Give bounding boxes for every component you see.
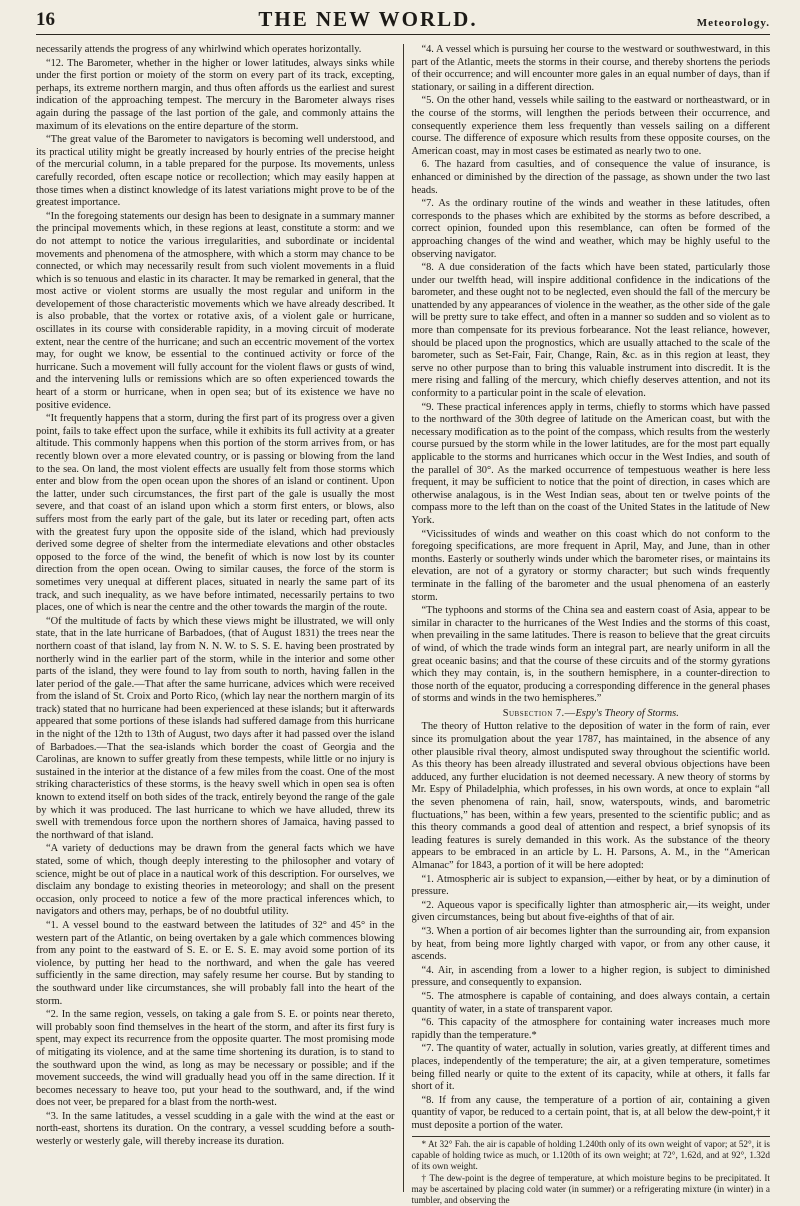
paragraph: “12. The Barometer, whether in the higher or lower latitudes, always sinks while under the first portion or moiety of the storm on every part of its track, excepting, perhaps, its extreme northern margin, and thus often affords us the earliest and surest indication of the approaching tempest. The mercury in the Barometer always rises again during the passage of the last portion of the gale, and commonly attains the maximum of its elevations on the entire departure of the storm. bbox=[36, 57, 395, 132]
column-divider bbox=[403, 44, 404, 1192]
section-name: Meteorology. bbox=[696, 17, 770, 29]
paragraph: “7. The quantity of water, actually in solution, varies greatly, at different times and places, independently of the temperature; the air, at a given temperature, sometimes being filled nearly or quite to the extent of its capacity, while at others, it falls far short of it. bbox=[411, 1043, 770, 1093]
running-title: THE NEW WORLD. bbox=[258, 7, 478, 31]
paragraph: “The great value of the Barometer to navigators is becoming well understood, and its practical utility might be greatly increased by hourly entries of the precise height of the mercurial column, in a table prepared for the purpose. Its movements, unless carefully recorded, often escape notice or recollection; which may easily happen at those times when a distinct knowledge of its latest variations might prove to be of the greatest importance. bbox=[36, 134, 395, 209]
paragraph: “The typhoons and storms of the China sea and eastern coast of Asia, appear to be similar in character to the hurricanes of the West Indies and the storms of this coast, when prevailing in the same latitudes. There is reason to believe that the great circuits of wind, of which the trade winds form an integral part, are nearly uniform in all the great oceanic basins; and that the course of these circuits and of the stormy gyrations which they may contain, is, in the southern hemisphere, in a counter-direction to those north of the equator, producing a corresponding difference in the general phases of storms and winds in the two hemispheres.” bbox=[411, 605, 770, 705]
paragraph: “3. When a portion of air becomes lighter than the surrounding air, from expansion by heat, from being more lightly charged with vapor, or from any other cause, it ascends. bbox=[411, 925, 770, 963]
subsection-title: Espy's Theory of Storms. bbox=[575, 707, 679, 719]
page-header bbox=[36, 6, 770, 35]
left-column bbox=[36, 44, 395, 1192]
subsection-label: Subsection 7.— bbox=[502, 707, 576, 719]
paragraph: “Of the multitude of facts by which these views might be illustrated, we will only state, that in the late hurricane of Barbadoes, (that of August 1831) the trees near the northern coast of that island, lay from N. N. W. to S. S. E. having been prostrated by northerly wind in the earlier part of the storm, while in the interior and some other parts of the island, they were found to lay from south to north, having fallen in the later period of the gale.—That after the same hurricane, advices which were received from the island of St. Croix and Porto Rico, (which lay near the northern margin of its track) stated that no hurricane had been experienced at these islands; but it afterwards appeared that some portions of these islands had suffered damage from this hurricane in the night of the 12th to 13th of August, two days after it had passed over the island of Barbadoes.—That the sea-islands which border the coast of Georgia and the Carolinas, are known to suffer greatly from these tempests, while little or no injury is sustained in the interior at the distance of a few miles from the coast. One of the most striking characteristics of these storms, is the heavy swell which in open sea is often known to extend itself on both sides of the track, entirely beyond the range of the gale by which it was produced. The last hurricane to which we have alluded, threw its swell with tremendous force upon the northern shores of Jamaica, having passed to the northward of that island. bbox=[36, 615, 395, 841]
page-number: 16 bbox=[36, 9, 55, 30]
paragraph: “8. A due consideration of the facts which have been stated, particularly those under our twelfth head, will inspire additional confidence in the indications of the barometer, and these ought not to be neglected, even should the fall of the mercury be unattended by any appearances of violence in the weather, as the other side of the gale will be pretty sure to take effect, and often in a manner so sudden and so violent as to more than compensate for its previous forbearance. Not the least reliance, however, should be placed upon the prognostics, which are usually attached to the scale of the barometer, such as Set-Fair, Fair, Change, Rain, &c. as in this region at least, they serve no other purpose than to bring this valuable instrument into discredit. It is the mere rising and falling of the mercury, which chiefly deserves attention, and not its conformity to a particular point in the scale of elevation. bbox=[411, 262, 770, 400]
paragraph: “9. These practical inferences apply in terms, chiefly to storms which have passed to the northward of the 30th degree of latitude on the American coast, but with the necessary modification as to the point of the compass, which results from the westerly course pursued by the storm while in the lower latitudes, are for the most part equally applicable to the storms and hurricanes which occur in the West Indies, and south of the parallel of 30°. As the marked occurrence of tempestuous weather is here less frequent, it may be sufficient to notice that the point of direction, in cases which are otherwise analagous, is in the West Indian seas, about ten or twelve points of the compass more to the left than on the coast of the United States in the latitude of New York. bbox=[411, 401, 770, 526]
paragraph: “4. A vessel which is pursuing her course to the westward or southwestward, in this part of the Atlantic, meets the storms in their course, and thereby shortens the periods of their occurrence; and will encounter more gales in an equal number of days, than if stationary, or sailing in a different direction. bbox=[411, 44, 770, 93]
paragraph: “6. This capacity of the atmosphere for containing water increases much more rapidly than the temperature.* bbox=[411, 1017, 770, 1041]
subsection-heading bbox=[412, 708, 771, 721]
paragraph: “1. A vessel bound to the eastward between the latitudes of 32° and 45° in the western part of the Atlantic, on being overtaken by a gale which commences blowing from any point to the eastward of S. E. or E. S. E. may avoid some portion of its violence, by putting her head to the northward, and when the gale has veered sufficiently in the same direction, may safely resume her course. But by standing to the southward under like circumstances, she will probably fall into the heart of the storm. bbox=[36, 919, 395, 1007]
footnote: † The dew-point is the degree of temperature, at which moisture begins to be precipitated. It may be ascertained by placing cold water (in summer) or a refrigerating mixture (in winter) in a tumbler, and observing the bbox=[411, 1173, 770, 1206]
text-columns bbox=[36, 44, 770, 1206]
paragraph: necessarily attends the progress of any whirlwind which operates horizontally. bbox=[36, 44, 362, 55]
paragraph: 6. The hazard from casulties, and of consequence the value of insurance, is enhanced or diminished by the direction of the passage, as shown under the two last heads. bbox=[411, 159, 770, 196]
paragraph: “2. In the same region, vessels, on taking a gale from S. E. or points near thereto, will probably soon find themselves in the heart of the storm, and after its first fury is spent, may expect its recurrence from the opposite quarter. The most promising mode of mitigating its violence, and at the same time shortening its duration, is to stand to the southward upon the wind, as long as may be necessary or possible; and if the movement succeeds, the wind will gradually head you off in the same direction. If it becomes necessary to heave too, put your head to the southward, and, if the wind does not veer, be prepared for a blast from the north-west. bbox=[36, 1009, 395, 1109]
footnote: * At 32° Fah. the air is capable of holding 1.240th only of its own weight of vapor; at 52°, it is capable of holding twice as much, or 1.120th of its own weight; at 72°, 1.62d, and at 92°, 1.32d of its own weight. bbox=[411, 1139, 770, 1172]
paragraph: The theory of Hutton relative to the deposition of water in the form of rain, ever since its promulgation about the year 1787, has maintained, in the absence of any other plausible rival theory, almost undisputed sway throughout the scientific world. As this theory has been already illustrated and several obvious objections have been adduced, any further elucidation is not deemed necessary. A new theory of storms by Mr. Espy of Philadelphia, which professes, in his own words, at once to explain “all the seven phenomena of rain, hail, snow, waterspouts, winds, and barometric fluctuations,” has been, within a few years, presented to the scientific public; and as this theory commands a good deal of attention and respect, a brief synopsis of its leading features is surely demanded in this work. As the substance of the theory appears to be embraced in an article by L. H. Parsons, A. M., in the “American Almanac” for 1843, a portion of it will be here adopted: bbox=[411, 721, 770, 871]
paragraph: “It frequently happens that a storm, during the first part of its progress over a given point, fails to take effect upon the surface, while it exhibits its full activity at a greater altitude. This commonly happens when this portion of the storm arrives from, or has recently blown over a more elevated country, or is passing or blowing from the land to the sea. On land, the most violent effects are usually felt from those storms which enter and blow from the open ocean upon the shores of an island or continent. Upon the latter, under such circumstances, the first part of the gale is usually the most severe, and that coast of an island upon which a storm first enters, or blows, also suffers most from the early part of the gale, but its later or receding part, often acts with the greatest fury upon the opposite side of the island, which had previously derived some degree of shelter from the intermediate elevations and other obstacles opposed to the force of the wind, the benefit of which is now lost by its counter direction from the open ocean. Owing to similar causes, the force of the storm is sometimes very unequal at different places, situated in nearly the same part of its track, and such inequality, as we have before intimated, necessarily pertains to two places, one of which is near the centre and the other towards the margin of the route. bbox=[36, 413, 395, 614]
paragraph: “Vicissitudes of winds and weather on this coast which do not conform to the foregoing specifications, are more frequent in April, May, and June, than in other months. Easterly or southerly winds under which the barometer rises, or maintains its elevation, are not of a gyratory or stormy character; but such winds frequently terminate in the falling of the barometer and the usual phenomena of an easterly storm. bbox=[411, 528, 770, 603]
paragraph: “In the foregoing statements our design has been to designate in a summary manner the principal movements which, in these regions at least, constitute a storm: and we do not attempt to notice the various irregularities, and subordinate or incidental movements and phenomena of the atmosphere, with which a storm may chance to be connected, or which may necessarily result from such violent movements in a fluid which is so tenuous and elastic in its character. It may be remarked in general, that the most active or violent storms are usually the most regular and uniform in the developement of those characteristic movements which we have already described. It is also probable, that the vortex or rotative axis, of a violent gale or hurricane, oscillates in its course with considerable rapidity, in a moving circuit of moderate extent, near the centre of the hurricane; and such an eccentric movement of the vortex may, for ought we know, be essential to the continued activity or force of the hurricane. Such a movement will fully account for the violent flaws or gusts of wind, and the intervening lulls or remissions which are so often experienced towards the heart of a storm or hurricane, when in open sea; but of its existence we have no positive evidence. bbox=[36, 210, 395, 411]
paragraph: “A variety of deductions may be drawn from the general facts which we have stated, some of which, though deeply interesting to the philosopher and votary of science, might be out of place in a nautical work of this description. For ourselves, we disclaim any bondage to existing theories in meteorology; and shall on the present occasion, only proceed to notice a few of the more practical inferences which, to navigators and others may, perhaps, be of no doubtful utility. bbox=[36, 843, 395, 918]
paragraph: “4. Air, in ascending from a lower to a higher region, is subject to diminished pressure, and consequently to expansion. bbox=[411, 964, 770, 989]
paragraph: “2. Aqueous vapor is specifically lighter than atmospheric air,—its weight, under given circumstances, being but about five-eighths of that of air. bbox=[411, 899, 770, 924]
footnotes bbox=[412, 1136, 771, 1206]
paragraph: “8. If from any cause, the temperature of a portion of air, containing a given quantity of vapor, be reduced to a certain point, that is, at all below the dew-point,† it must deposite a portion of the water. bbox=[411, 1094, 770, 1131]
paragraph: “5. The atmosphere is capable of containing, and does always contain, a certain quantity of water, in a state of transparent vapor. bbox=[411, 990, 770, 1015]
right-column-body bbox=[412, 44, 771, 1132]
paragraph: “1. Atmospheric air is subject to expansion,—either by heat, or by a diminution of pressure. bbox=[411, 873, 770, 898]
right-column bbox=[411, 44, 771, 1206]
paragraph: “5. On the other hand, vessels while sailing to the eastward or northeastward, or in the course of the storms, will lengthen the periods between their occurrence, and consequently experience them less frequently than vessels sailing on a different course. The difference of exposure which results from these opposite courses, on the American coast, may in most cases be estimated as nearly two to one. bbox=[411, 95, 770, 157]
paragraph: “3. In the same latitudes, a vessel scudding in a gale with the wind at the east or north-east, shortens its duration. On the contrary, a vessel scudding before a south-westerly or westerly gale, will thereby increase its duration. bbox=[36, 1110, 395, 1148]
paragraph: “7. As the ordinary routine of the winds and weather in these latitudes, often corresponds to the phases which are exhibited by the storms as before described, a correct opinion, founded upon this resemblance, can often be formed of the approaching changes of the wind and weather, which may be highly useful to the observing navigator. bbox=[411, 198, 770, 260]
